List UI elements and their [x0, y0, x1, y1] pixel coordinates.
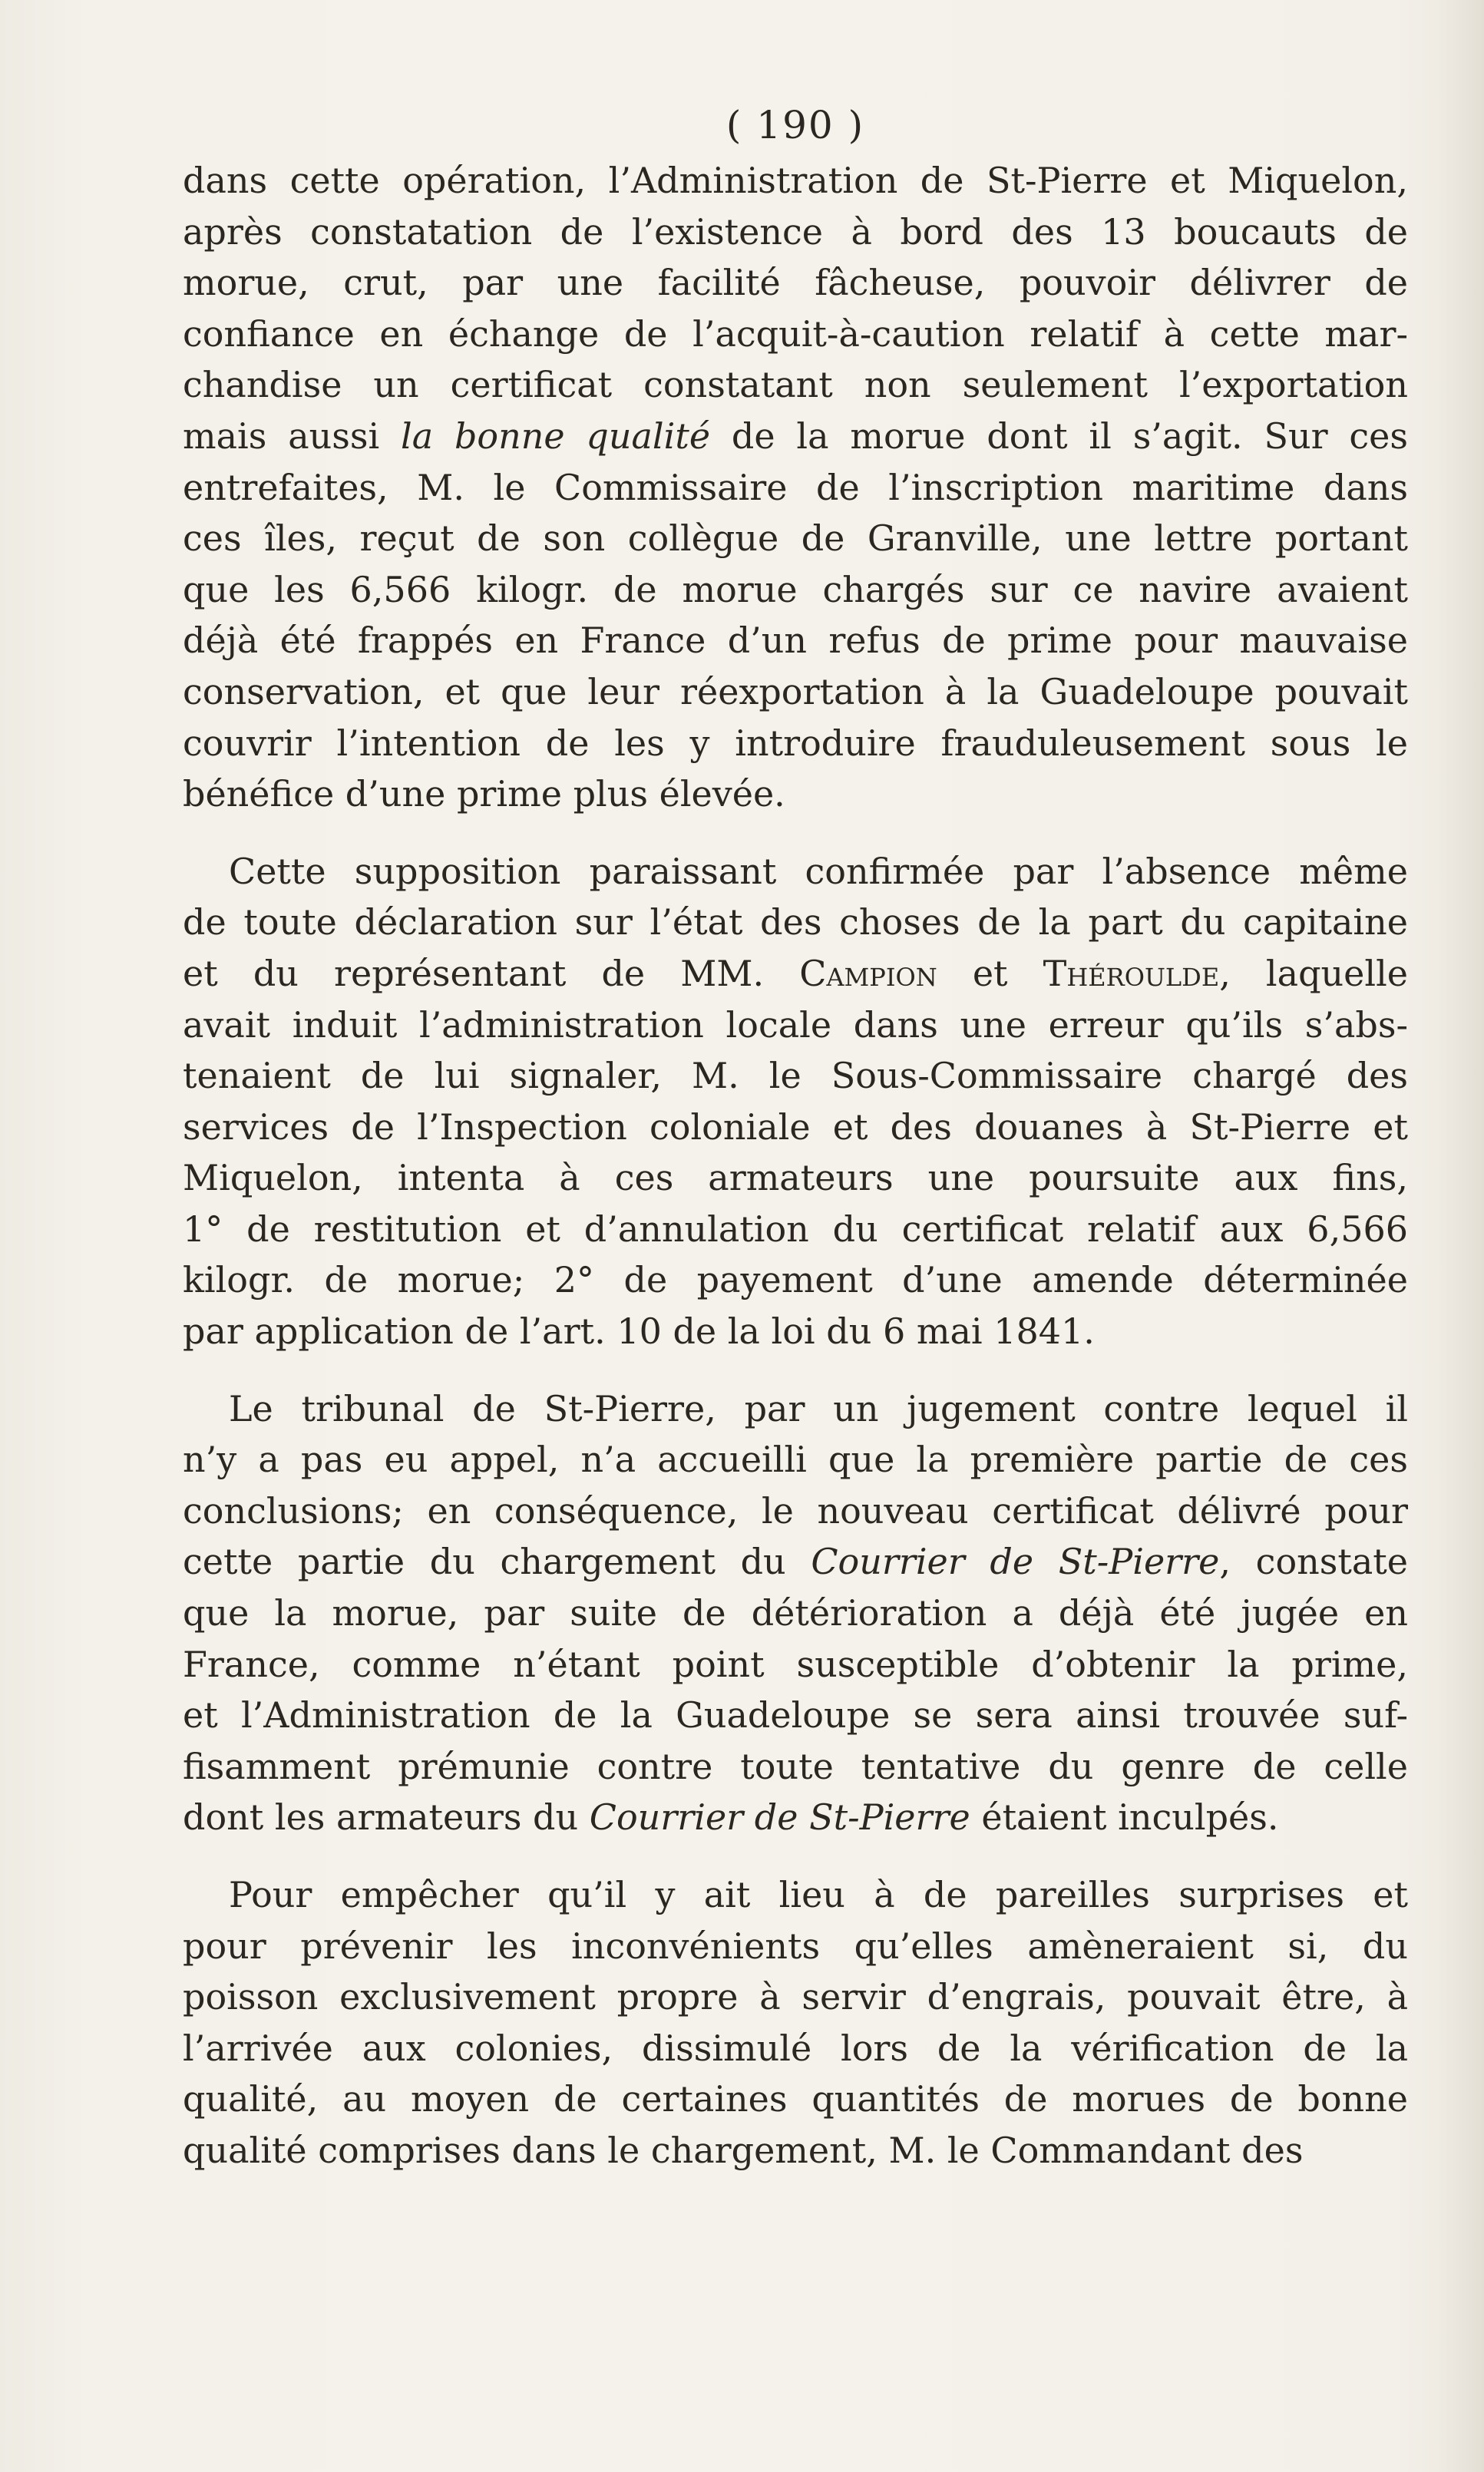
italic-text: la bonne qualité: [401, 415, 711, 457]
text-line: cette partie du chargement du Courrier de St-Pierre, constate: [183, 1541, 1408, 1583]
paragraph-gap: [183, 1843, 1408, 1869]
text-line: déjà été frappés en France d’un refus de prime pour mauvaise: [183, 620, 1408, 662]
text-line: dont les armateurs du Courrier de St-Pierre étaient inculpés.: [183, 1796, 1279, 1839]
page-edge-shadow: [1438, 0, 1484, 2472]
text-block: [183, 97, 1408, 2176]
italic-text: Courrier de St-Pierre: [589, 1796, 970, 1839]
paragraph-gap: [183, 1357, 1408, 1383]
paragraph-p2: [183, 846, 1408, 1357]
text-line: fisamment prémunie contre toute tentative du genre de celle: [183, 1745, 1408, 1787]
text-line: conservation, et que leur réexportation à la Guadeloupe pouvait: [183, 670, 1408, 712]
text-line: et du représentant de MM. Campion et Théroulde, laquelle: [183, 952, 1408, 994]
text-line: couvrir l’intention de les y introduire frauduleusement sous le: [183, 722, 1408, 764]
text-line: Miquelon, intenta à ces armateurs une poursuite aux fins,: [183, 1157, 1408, 1199]
italic-text: Courrier de St-Pierre: [811, 1541, 1220, 1583]
text-line: pour prévenir les inconvénients qu’elles amèneraient si, du: [183, 1925, 1408, 1967]
paragraph-gap: [183, 820, 1408, 846]
text-line: par application de l’art. 10 de la loi du 6 mai 1841.: [183, 1310, 1095, 1353]
text-line: 1° de restitution et d’annulation du certificat relatif aux 6,566: [183, 1208, 1408, 1250]
page-number: ( 190 ): [725, 103, 865, 147]
paragraph-p3: [183, 1383, 1408, 1843]
text-line: poisson exclusivement propre à servir d’engrais, pouvait être, à: [183, 1976, 1408, 2018]
text-line: bénéfice d’une prime plus élevée.: [183, 773, 785, 815]
text-line: l’arrivée aux colonies, dissimulé lors de la vérification de la: [183, 2027, 1408, 2069]
text-line: France, comme n’étant point susceptible d’obtenir la prime,: [183, 1643, 1408, 1685]
text-line: et l’Administration de la Guadeloupe se sera ainsi trouvée suf-: [183, 1694, 1408, 1737]
text-line: Cette supposition paraissant confirmée par l’absence même: [229, 850, 1408, 892]
small-caps-name: Théroulde: [1043, 952, 1220, 994]
text-line: morue, crut, par une facilité fâcheuse, pouvoir délivrer de: [183, 262, 1408, 304]
text-line: que les 6,566 kilogr. de morue chargés sur ce navire avaient: [183, 568, 1408, 610]
text-line: services de l’Inspection coloniale et des douanes à St-Pierre et: [183, 1105, 1408, 1148]
text-line: tenaient de lui signaler, M. le Sous-Commissaire chargé des: [183, 1055, 1408, 1097]
text-line: confiance en échange de l’acquit-à-caution relatif à cette mar-: [183, 312, 1408, 355]
text-line: conclusions; en conséquence, le nouveau certificat délivré pour: [183, 1489, 1408, 1532]
text-line: chandise un certificat constatant non seulement l’exportation: [183, 364, 1408, 406]
text-line: que la morue, par suite de détérioration a déjà été jugée en: [183, 1592, 1408, 1634]
text-line: kilogr. de morue; 2° de payement d’une amende déterminée: [183, 1259, 1408, 1301]
text-line: Le tribunal de St-Pierre, par un jugement contre lequel il: [229, 1387, 1408, 1429]
text-line: mais aussi la bonne qualité de la morue dont il s’agit. Sur ces: [183, 415, 1408, 457]
paragraph-p1: [183, 155, 1408, 820]
paragraph-p4: [183, 1869, 1408, 2176]
text-line: ces îles, reçut de son collègue de Granville, une lettre portant: [183, 517, 1408, 560]
text-line: qualité comprises dans le chargement, M. le Commandant des: [183, 2129, 1304, 2171]
text-line: avait induit l’administration locale dans une erreur qu’ils s’abs-: [183, 1003, 1408, 1046]
text-line: dans cette opération, l’Administration de St-Pierre et Miquelon,: [183, 160, 1408, 201]
text-line: n’y a pas eu appel, n’a accueilli que la première partie de ces: [183, 1439, 1408, 1481]
text-line: entrefaites, M. le Commissaire de l’inscription maritime dans: [183, 466, 1408, 508]
body-text: [183, 155, 1408, 2176]
text-line: après constatation de l’existence à bord des 13 boucauts de: [183, 210, 1408, 253]
text-line: qualité, au moyen de certaines quantités de morues de bonne: [183, 2078, 1408, 2120]
text-line: de toute déclaration sur l’état des choses de la part du capitaine: [183, 901, 1408, 944]
text-line: Pour empêcher qu’il y ait lieu à de pareilles surprises et: [229, 1874, 1408, 1915]
small-caps-name: Campion: [799, 952, 937, 994]
